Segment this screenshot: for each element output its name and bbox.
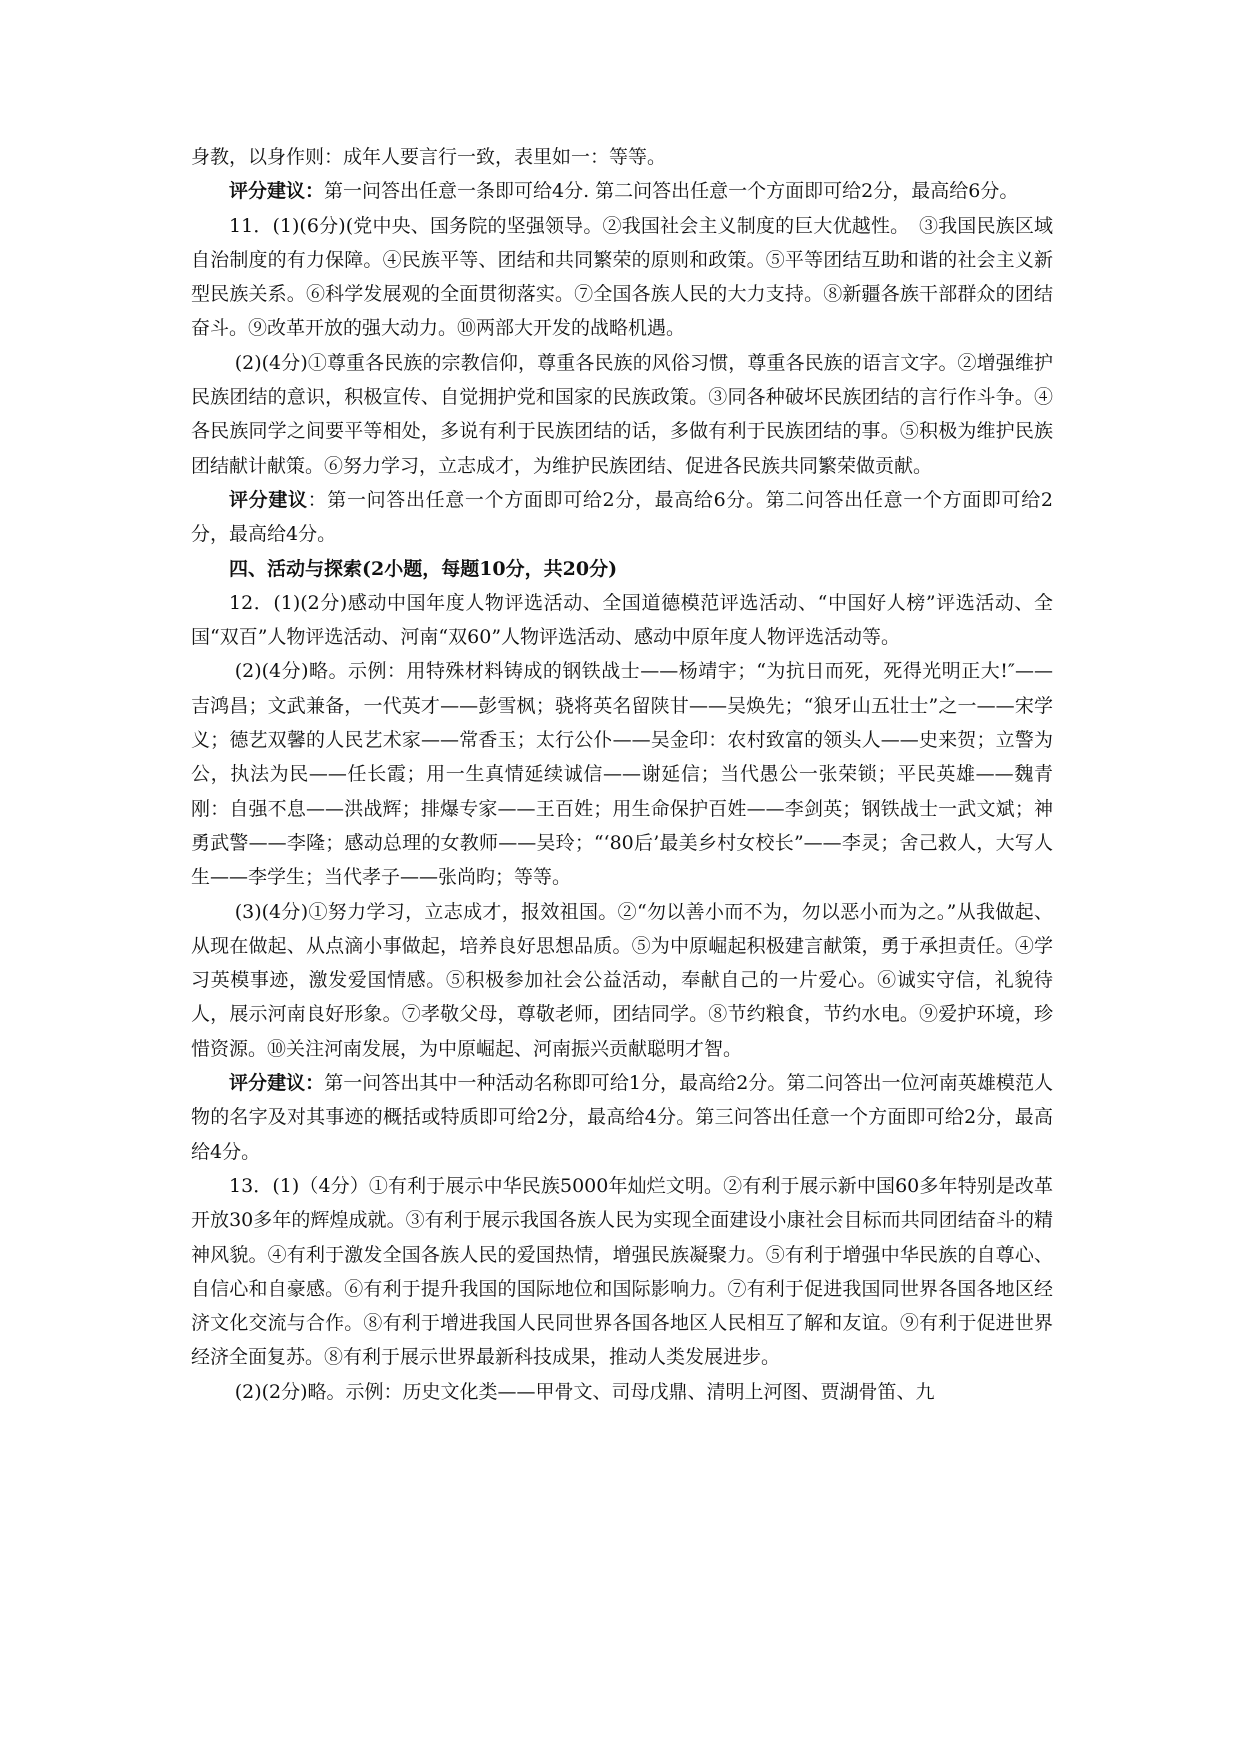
document-page [191, 140, 1053, 1409]
answer-paragraph: (2)(2分)略。示例：历史文化类——甲骨文、司母戊鼎、清明上河图、贾湖骨笛、九 [234, 1380, 935, 1403]
answer-paragraph: 12．(1)(2分)感动中国年度人物评选活动、全国道德模范评选活动、“中国好人榜”评选活动、全国“双百”人物评选活动、河南“双60”人物评选活动、感动中原年度人物评选活动等。 [191, 591, 1053, 649]
scoring-suggestion [191, 174, 1053, 208]
answer-paragraph: 11．(1)(6分)(党中央、国务院的坚强领导。②我国社会主义制度的巨大优越性。 ③我国民族区域自治制度的有力保障。④民族平等、团结和共同繁荣的原则和政策。⑤平等团结互助和谐的社会主义新型民族关系。⑥科学发展观的全面贯彻落实。⑦全国各族人民的大力支持。⑧新疆各族干部群众的团结奋斗。⑨改革开放的强大动力。⑩两部大开发的战略机遇。 [191, 214, 1053, 340]
scoring-text: 第一问答出任意一条即可给4分. 第二问答出任意一个方面即可给2分，最高给6分。 [324, 180, 1019, 203]
scoring-label: 评分建议： [229, 180, 325, 203]
answer-paragraph: (2)(4分)略。示例：用特殊材料铸成的钢铁战士——杨靖宇；“为抗日而死，死得光明正大!″——吉鸿昌；文武兼备，一代英才——彭雪枫；骁将英名留陕甘——吴焕先；“狼牙山五壮士”之一——宋学义；德艺双馨的人民艺术家——常香玉；太行公仆——吴金印：农村致富的领头人——史来贺；立警为公，执法为民——任长霞；用一生真情延续诚信——谢延信；当代愚公一张荣锁；平民英雄——魏青刚：自强不息——洪战辉；排爆专家——王百姓；用生命保护百姓——李剑英；钢铁战士一武文斌；神勇武警——李隆；感动总理的女教师——吴玲；“‘80后’最美乡村女校长”——李灵；舍己救人，大写人生——李学生；当代孝子——张尚昀；等等。 [191, 660, 1053, 889]
scoring-suggestion [191, 1066, 1053, 1169]
scoring-suggestion [191, 483, 1053, 552]
scoring-label: 评分建议： [229, 1072, 325, 1095]
answer-paragraph: 13．(1)（4分）①有利于展示中华民族5000年灿烂文明。②有利于展示新中国60多年特别是改革开放30多年的辉煌成就。③有利于展示我国各族人民为实现全面建设小康社会目标而共同团结奋斗的精神风貌。④有利于激发全国各族人民的爱国热情，增强民族凝聚力。⑤有利于增强中华民族的自尊心、自信心和自豪感。⑥有利于提升我国的国际地位和国际影响力。⑦有利于促进我国同世界各国各地区经济文化交流与合作。⑧有利于增进我国人民同世界各国各地区人民相互了解和友谊。⑨有利于促进世界经济全面复苏。⑧有利于展示世界最新科技成果，推动人类发展进步。 [191, 1174, 1053, 1369]
scoring-text: 第一问答出其中一种活动名称即可给1分，最高给2分。第二问答出一位河南英雄模范人物的名字及对其事迹的概括或特质即可给2分，最高给4分。第三问答出任意一个方面即可给2分，最高给4分。 [191, 1072, 1053, 1163]
answer-paragraph: (2)(4分)①尊重各民族的宗教信仰，尊重各民族的风俗习惯，尊重各民族的语言文字。②增强维护民族团结的意识，积极宣传、自觉拥护党和国家的民族政策。③同各种破坏民族团结的言行作斗争。④各民族同学之间要平等相处，多说有利于民族团结的话，多做有利于民族团结的事。⑤积极为维护民族团结献计献策。⑥努力学习，立志成才，为维护民族团结、促进各民族共同繁荣做贡献。 [191, 351, 1053, 477]
answer-paragraph: 身教，以身作则：成年人要言行一致，表里如一：等等。 [191, 146, 667, 168]
answer-paragraph: (3)(4分)①努力学习，立志成才，报效祖国。②“勿以善小而不为，勿以恶小而为之。”从我做起、从现在做起、从点滴小事做起，培养良好思想品质。⑤为中原崛起积极建言献策，勇于承担责任。④学习英模事迹，激发爱国情感。⑤积极参加社会公益活动，奉献自己的一片爱心。⑥诚实守信，礼貌待人，展示河南良好形象。⑦孝敬父母，尊敬老师，团结同学。⑧节约粮食，节约水电。⑨爱护环境，珍惜资源。⑩关注河南发展，为中原崛起、河南振兴贡献聪明才智。 [191, 900, 1053, 1060]
scoring-label: 评分建议 [229, 488, 308, 511]
scoring-text: ：第一问答出任意一个方面即可给2分，最高给6分。第二问答出任意一个方面即可给2分，最高给4分。 [191, 488, 1053, 546]
section-heading: 四、活动与探索(2小题，每题10分，共20分) [229, 557, 618, 580]
